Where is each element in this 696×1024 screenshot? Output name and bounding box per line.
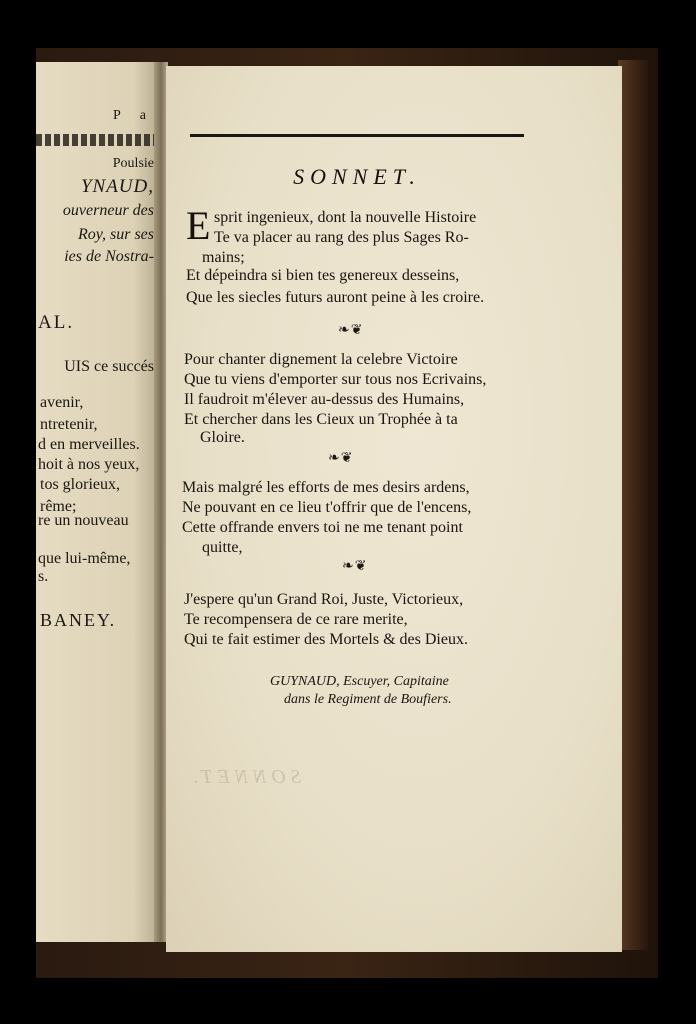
left-line: BANEY. <box>40 610 117 630</box>
left-line: tos glorieux, <box>40 476 120 493</box>
left-line: ouverneur des <box>62 202 154 219</box>
left-line: ies de Nostra- <box>64 248 154 265</box>
fleuron-ornament: ❧❦ <box>342 559 368 574</box>
left-line: s. <box>38 568 49 585</box>
signature-line: GUYNAUD, Escuyer, Capitaine <box>270 674 449 689</box>
verse-line: Ne pouvant en ce lieu t'offrir que de l'encens, <box>182 499 472 516</box>
left-line: Roy, sur ses <box>78 226 154 243</box>
page-title: SONNET. <box>293 164 421 189</box>
right-page <box>166 66 622 952</box>
verse-line: quitte, <box>202 539 243 556</box>
left-line: rême; <box>40 498 77 515</box>
verse-line: Te va placer au rang des plus Sages Ro- <box>214 229 469 246</box>
verse-line: Mais malgré les efforts de mes desirs ardens, <box>182 479 470 496</box>
verse-line: Et dépeindra si bien tes genereux desseins, <box>186 267 460 284</box>
verse-line: Cette offrande envers toi ne me tenant point <box>182 519 463 536</box>
left-line: AL. <box>38 312 75 333</box>
left-page-text <box>36 62 158 942</box>
left-line: que lui-même, <box>38 550 131 567</box>
left-line: Poulsie <box>112 156 154 171</box>
verse-line: sprit ingenieux, dont la nouvelle Histoire <box>214 209 477 226</box>
left-page <box>36 62 158 942</box>
page-edge <box>618 60 648 950</box>
left-line: YNAUD, <box>80 176 154 197</box>
drop-cap: E <box>186 203 211 248</box>
left-line: UIS ce succés <box>64 358 154 375</box>
page-number: P a <box>113 108 154 123</box>
verse-line: Que les siecles futurs auront peine à les croire. <box>186 289 485 306</box>
verse-line: Et chercher dans les Cieux un Trophée à ta <box>184 411 458 428</box>
show-through-title: SONNET. <box>188 766 301 788</box>
verse-line: Gloire. <box>200 429 245 446</box>
verse-line: Que tu viens d'emporter sur tous nos Ecrivains, <box>184 371 487 388</box>
verse-line: J'espere qu'un Grand Roi, Juste, Victorieux, <box>184 591 464 608</box>
left-line: re un nouveau <box>38 512 129 529</box>
verse-line: Il faudroit m'élever au-dessus des Humains, <box>184 391 465 408</box>
fleuron-ornament: ❧❦ <box>338 323 364 338</box>
left-line: ntretenir, <box>40 416 98 433</box>
verse-line: mains; <box>202 249 245 266</box>
verse-line: Pour chanter dignement la celebre Victoire <box>184 351 458 368</box>
left-line: d en merveilles. <box>38 436 140 453</box>
signature-line: dans le Regiment de Boufiers. <box>284 692 452 707</box>
verse-line: Qui te fait estimer des Mortels & des Dieux. <box>184 631 468 648</box>
left-line: hoit à nos yeux, <box>38 456 140 473</box>
left-line: avenir, <box>40 394 84 411</box>
verse-line: Te recompensera de ce rare merite, <box>184 611 408 628</box>
fleuron-ornament: ❧❦ <box>328 451 354 466</box>
header-rule <box>190 134 524 137</box>
